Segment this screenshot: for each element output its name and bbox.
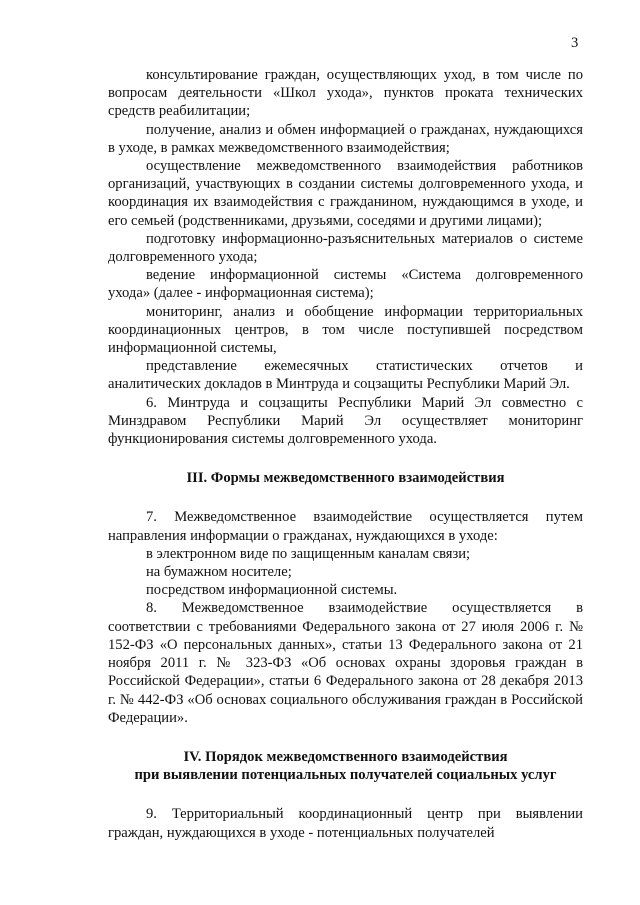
section-heading xyxy=(108,748,583,784)
heading-line: при выявлении потенциальных получателей социальных услуг xyxy=(134,767,557,784)
paragraph: ведение информационной системы «Система долговременного ухода» (далее - информационная система); xyxy=(108,267,583,302)
paragraph: 6. Минтруда и соцзащиты Республики Марий Эл совместно с Минздравом Республики Марий Эл осуществляет мониторинг функционирования системы долговременного ухода. xyxy=(108,394,583,448)
paragraph: в электронном виде по защищенным каналам связи; xyxy=(146,545,471,562)
paragraph: на бумажном носителе; xyxy=(146,564,292,581)
paragraph: представление ежемесячных статистических отчетов и аналитических докладов в Минтруда и соцзащиты Республики Марий Эл. xyxy=(108,358,583,393)
paragraph: подготовку информационно-разъяснительных материалов о системе долговременного ухода; xyxy=(108,230,583,266)
paragraph: консультирование граждан, осуществляющих уход, в том числе по вопросам деятельности «Школ ухода», пунктов проката технических средств реабилитации; xyxy=(108,67,583,120)
page-number: 3 xyxy=(571,35,579,51)
paragraph: получение, анализ и обмен информацией о гражданах, нуждающихся в уходе, в рамках межведомственного взаимодействия; xyxy=(108,121,583,156)
paragraph: 9. Территориальный координационный центр при выявлении граждан, нуждающихся в уходе - потенциальных получателей xyxy=(108,806,583,841)
document-body xyxy=(108,66,583,842)
heading-line: III. Формы межведомственного взаимодействия xyxy=(186,470,505,487)
paragraph: посредством информационной системы. xyxy=(146,582,398,599)
heading-line: IV. Порядок межведомственного взаимодействия xyxy=(183,748,508,765)
paragraph: 7. Межведомственное взаимодействие осуществляется путем направления информации о гражданах, нуждающихся в уходе: xyxy=(108,509,583,544)
paragraph: 8. Межведомственное взаимодействие осуществляется в соответствии с требованиями Федерального закона от 27 июля 2006 г. № 152-ФЗ «О персональных данных», статьи 13 Федерального закона от 21 ноября 2011 г. № 323-ФЗ «Об основах охраны здоровья граждан в Российской Федерации», статьи 6 Федерального закона от 28 декабря 2013 г. № 442-ФЗ «Об основах социального обслуживания граждан в Российской Федерации». xyxy=(108,600,583,726)
paragraph: осуществление межведомственного взаимодействия работников организаций, участвующих в создании системы долговременного ухода, и координация их взаимодействия с гражданином, нуждающимся в уходе, и его семьей (родственниками, друзьями, соседями и другими лицами); xyxy=(108,158,583,229)
section-heading xyxy=(108,469,583,487)
paragraph: мониторинг, анализ и обобщение информации территориальных координационных центров, в том числе поступившей посредством информационной системы, xyxy=(108,303,583,357)
